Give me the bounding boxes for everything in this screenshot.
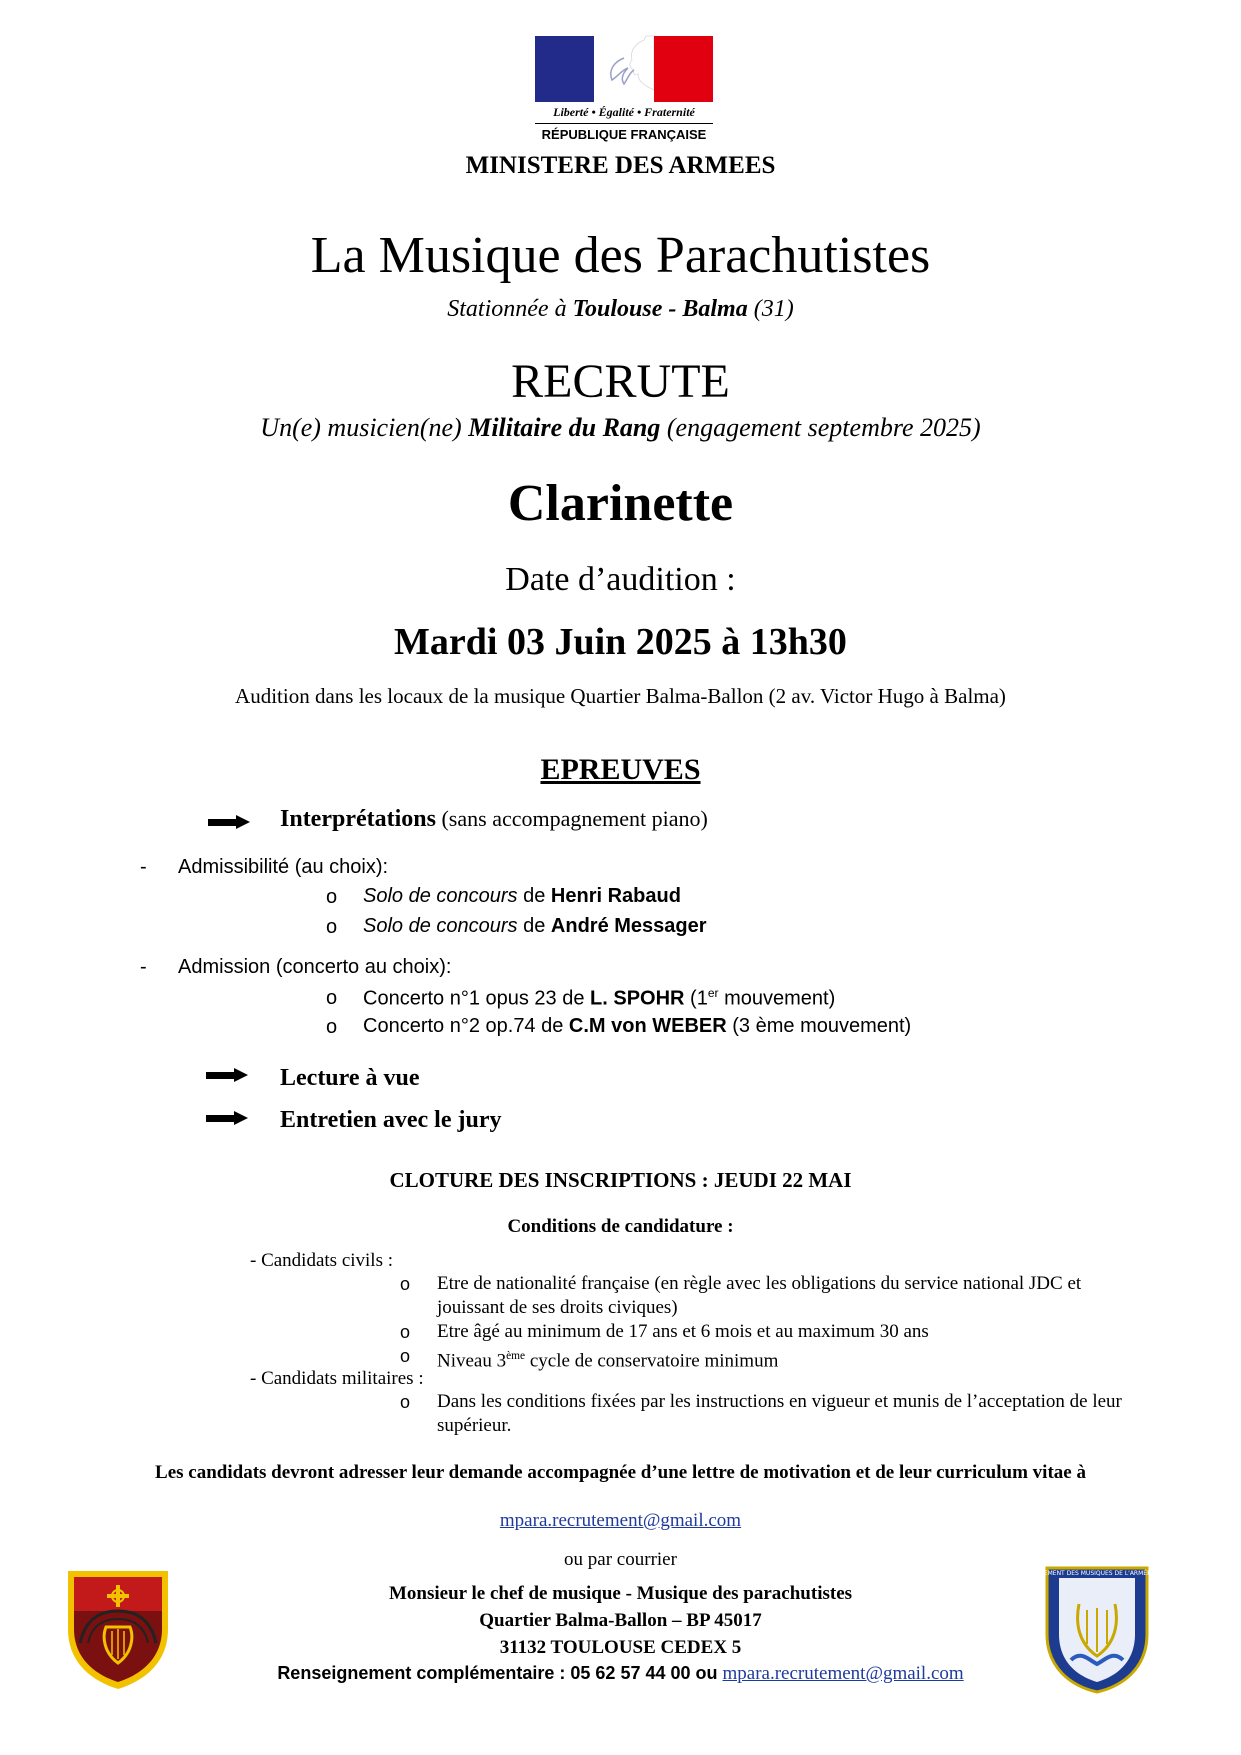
entretien-label xyxy=(280,1107,502,1134)
conditions-heading: Conditions de candidature : xyxy=(507,1216,734,1237)
logo-motto: Liberté • Égalité • Fraternité xyxy=(553,105,695,119)
movement-pre: (3 ème mouvement) xyxy=(726,1015,912,1037)
info-email-link[interactable]: mpara.recrutement@gmail.com xyxy=(722,1663,964,1684)
parachutistes-badge-icon xyxy=(66,1567,170,1691)
circle-bullet-icon: o xyxy=(326,886,338,908)
ministry-heading: MINISTERE DES ARMEES xyxy=(465,152,776,179)
circle-bullet-icon: o xyxy=(400,1274,411,1294)
work-composer: Henri Rabaud xyxy=(550,885,681,907)
instrument-heading: Clarinette xyxy=(507,475,734,532)
list-item xyxy=(363,915,707,938)
civil-condition-item: Etre de nationalité française (en règle avec les obligations du service national JDC et jouissant de ses droits civiques) xyxy=(437,1273,1082,1318)
niveau-post: cycle de conservatoire minimum xyxy=(525,1350,779,1372)
niveau-pre: Niveau 3 xyxy=(437,1350,507,1372)
circle-bullet-icon: o xyxy=(400,1392,411,1412)
marianne-profile-icon xyxy=(594,36,654,102)
civil-condition-niveau xyxy=(437,1344,1137,1373)
email-link[interactable]: mpara.recrutement@gmail.com xyxy=(499,1510,742,1531)
militaire-condition-item: Dans les conditions fixées par les instructions en vigueur et munis de l’acceptation de leur supérieur. xyxy=(437,1391,1122,1436)
arrow-right-icon xyxy=(206,1068,248,1082)
position-suffix: (engagement septembre 2025) xyxy=(660,413,981,442)
position-rank: Militaire du Rang xyxy=(468,413,661,442)
work-de: de xyxy=(517,915,551,937)
epreuves-heading: EPREUVES xyxy=(540,753,701,786)
email-line xyxy=(0,1510,1241,1532)
lecture-text: Lecture à vue xyxy=(280,1065,420,1091)
interpretations-line xyxy=(280,806,708,833)
circle-bullet-icon: o xyxy=(326,987,338,1009)
position-prefix: Un(e) musicien(ne) xyxy=(260,413,469,442)
civils-label: - Candidats civils : xyxy=(250,1250,394,1271)
address-line-1: Monsieur le chef de musique - Musique des parachutistes xyxy=(388,1583,853,1604)
subtitle-suffix: (31) xyxy=(747,296,794,322)
logo-republic: RÉPUBLIQUE FRANÇAISE xyxy=(535,123,713,142)
circle-bullet-icon: o xyxy=(400,1322,411,1342)
niveau-sup: ème xyxy=(506,1350,526,1362)
concerto-composer: C.M von WEBER xyxy=(568,1015,727,1037)
interpretations-label: Interprétations xyxy=(280,806,436,832)
info-label: Renseignement complémentaire : 05 62 57 44 00 ou xyxy=(277,1663,723,1683)
marianne-flag-icon xyxy=(535,36,713,102)
interpretations-note: (sans accompagnement piano) xyxy=(435,806,708,831)
admission-label: Admission (concerto au choix): xyxy=(178,956,452,978)
subtitle xyxy=(0,296,1241,323)
republique-francaise-logo xyxy=(535,36,713,144)
dash-bullet: - xyxy=(140,956,147,978)
subtitle-place: Toulouse - Balma xyxy=(572,296,748,322)
work-title: Solo de concours xyxy=(363,915,518,937)
page-title: La Musique des Parachutistes xyxy=(310,227,931,284)
audition-location: Audition dans les locaux de la musique Quartier Balma-Ballon (2 av. Victor Hugo à Balma) xyxy=(235,684,1006,708)
work-composer: André Messager xyxy=(550,915,707,937)
concerto-text: Concerto n°1 opus 23 de xyxy=(363,987,591,1010)
concerto-composer: L. SPOHR xyxy=(590,987,685,1010)
circle-bullet-icon: o xyxy=(400,1346,411,1366)
arrow-right-icon xyxy=(206,1111,248,1125)
list-item xyxy=(363,1015,911,1038)
admissibilite-label: Admissibilité (au choix): xyxy=(178,856,389,878)
movement-post: mouvement) xyxy=(718,987,836,1010)
movement-pre: (1 xyxy=(684,987,708,1010)
cloture-heading: CLOTURE DES INSCRIPTIONS : JEUDI 22 MAI xyxy=(389,1168,852,1192)
position-line xyxy=(0,413,1241,443)
list-item xyxy=(363,885,681,908)
address-line-2: Quartier Balma-Ballon – BP 45017 xyxy=(479,1610,762,1631)
address-line-3: 31132 TOULOUSE CEDEX 5 xyxy=(499,1637,742,1658)
audition-date-label: Date d’audition : xyxy=(505,561,736,598)
lecture-label xyxy=(280,1065,420,1092)
arrow-right-icon xyxy=(208,815,250,829)
work-title: Solo de concours xyxy=(363,885,518,907)
entretien-text: Entretien avec le jury xyxy=(280,1107,502,1133)
work-de: de xyxy=(517,885,551,907)
movement-sup: er xyxy=(707,986,719,1000)
civil-condition-item: Etre âgé au minimum de 17 ans et 6 mois et au maximum 30 ans xyxy=(437,1321,929,1342)
badge-text: COMMANDEMENT DES MUSIQUES DE L'ARMÉE DE TERRE xyxy=(1011,1570,1183,1577)
circle-bullet-icon: o xyxy=(326,1016,338,1038)
dash-bullet: - xyxy=(140,856,147,878)
application-instructions: Les candidats devront adresser leur demande accompagnée d’une lettre de motivation et de leur curriculum vitae à xyxy=(155,1462,1086,1483)
audition-date: Mardi 03 Juin 2025 à 13h30 xyxy=(394,621,847,663)
list-item xyxy=(363,986,835,1011)
recrute-heading: RECRUTE xyxy=(511,355,730,408)
commandement-musiques-badge-icon xyxy=(1011,1564,1183,1694)
circle-bullet-icon: o xyxy=(326,916,338,938)
militaires-label: - Candidats militaires : xyxy=(250,1368,424,1389)
concerto-text: Concerto n°2 op.74 de xyxy=(363,1015,569,1037)
or-mail-text: ou par courrier xyxy=(564,1549,677,1570)
subtitle-prefix: Stationnée à xyxy=(447,296,573,322)
